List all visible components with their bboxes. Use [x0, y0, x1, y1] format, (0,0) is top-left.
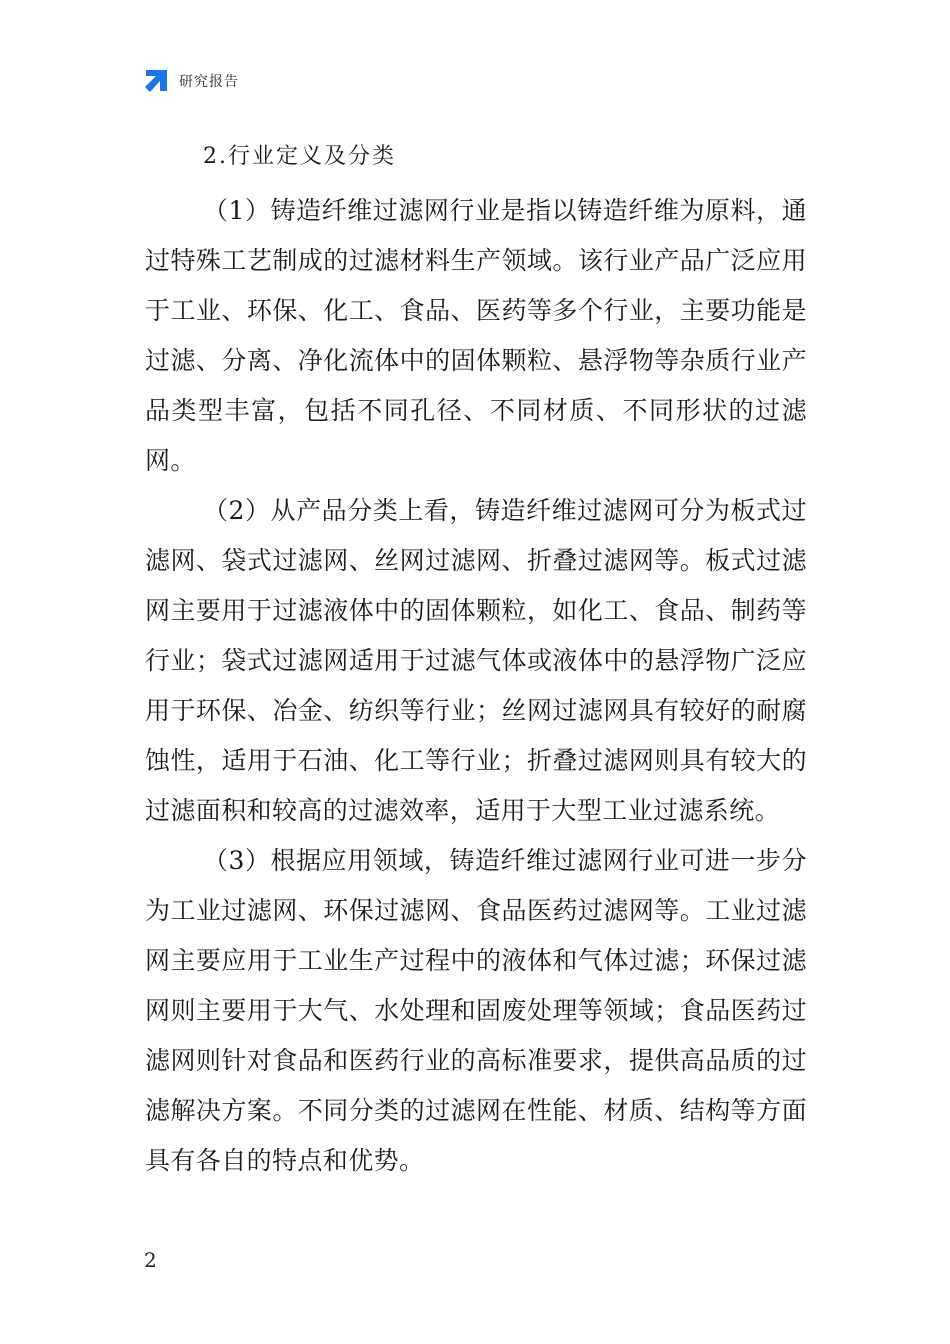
section-heading: 2.行业定义及分类: [203, 144, 396, 169]
paragraph-1: （1）铸造纤维过滤网行业是指以铸造纤维为原料，通过特殊工艺制成的过滤材料生产领域。该行业产品广泛应用于工业、环保、化工、食品、医药等多个行业，主要功能是过滤、分离、净化流体中的固体颗粒、悬浮物等杂质行业产品类型丰富，包括不同孔径、不同材质、不同形状的过滤网。: [145, 196, 807, 475]
paragraph-3: （3）根据应用领域，铸造纤维过滤网行业可进一步分为工业过滤网、环保过滤网、食品医药过滤网等。工业过滤网主要应用于工业生产过程中的液体和气体过滤；环保过滤网则主要用于大气、水处理和固废处理等领域；食品医药过滤网则针对食品和医药行业的高标准要求，提供高品质的过滤解决方案。不同分类的过滤网在性能、材质、结构等方面具有各自的特点和优势。: [145, 846, 807, 1175]
page-header: [143, 66, 239, 96]
arrow-up-right-logo-icon: [143, 68, 169, 94]
paragraph-2: （2）从产品分类上看，铸造纤维过滤网可分为板式过滤网、袋式过滤网、丝网过滤网、折叠过滤网等。板式过滤网主要用于过滤液体中的固体颗粒，如化工、食品、制药等行业；袋式过滤网适用于过滤气体或液体中的悬浮物广泛应用于环保、冶金、纺织等行业；丝网过滤网具有较好的耐腐蚀性，适用于石油、化工等行业；折叠过滤网则具有较大的过滤面积和较高的过滤效率，适用于大型工业过滤系统。: [145, 496, 807, 825]
page-number: 2: [144, 1248, 157, 1272]
document-body: [145, 132, 807, 1186]
header-label: 研究报告: [179, 74, 239, 90]
